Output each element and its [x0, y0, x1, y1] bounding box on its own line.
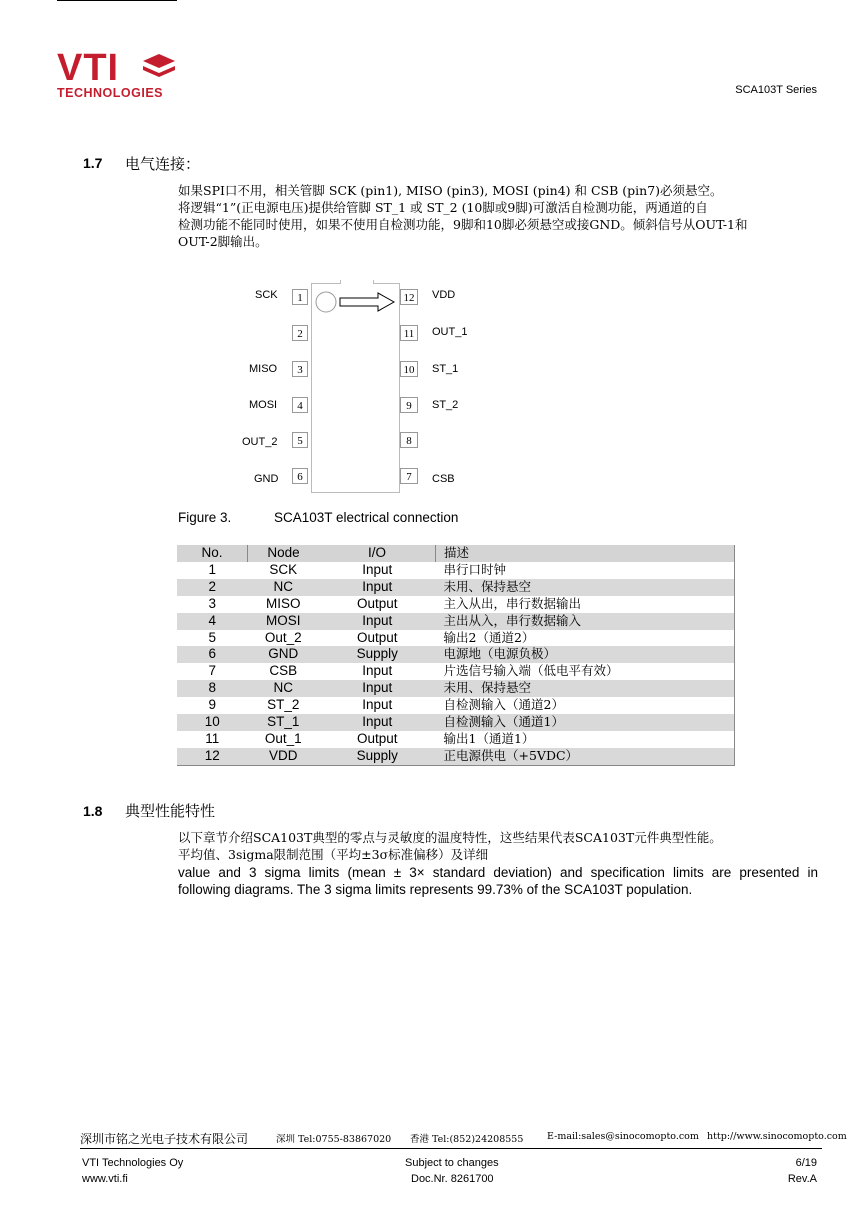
- paragraph-line: 将逻辑“1”(正电源电压)提供给管脚 ST_1 或 ST_2 (10脚或9脚)可激活自检测功能，两通道的自: [178, 200, 708, 215]
- pin-label-left: OUT_2: [242, 436, 278, 448]
- table-cell: Output: [356, 730, 398, 746]
- table-cell: Output: [356, 629, 398, 645]
- table-row: [177, 630, 734, 647]
- paragraph-line: 如果SPI口不用，相关管脚 SCK (pin1), MISO (pin3), MOSI (pin4) 和 CSB (pin7)必须悬空。: [178, 183, 723, 198]
- pin-number: 4: [292, 397, 308, 413]
- table-cell: 10: [177, 714, 248, 731]
- table-cell: VDD: [248, 748, 320, 765]
- pin-label-right: ST_2: [432, 399, 459, 411]
- footer-page-number: 6/19: [795, 1157, 817, 1169]
- table-header: 描述: [436, 545, 735, 562]
- table-cell: 5: [208, 629, 216, 645]
- table-row: [177, 680, 734, 697]
- pin-number: 11: [400, 325, 418, 341]
- table-cell: GND: [248, 646, 320, 663]
- contact-email[interactable]: E-mail:sales@sinocomopto.com: [547, 1131, 699, 1142]
- footer-company: VTI Technologies Oy: [82, 1157, 184, 1169]
- footer-website[interactable]: www.vti.fi: [82, 1173, 128, 1185]
- table-cell: 未用、保持悬空: [436, 680, 735, 697]
- pin-number: 10: [400, 361, 418, 377]
- contact-sz-tel: 深圳 Tel:0755-83867020: [276, 1134, 392, 1145]
- table-cell: SCK: [269, 561, 298, 577]
- pin-number: 5: [292, 432, 308, 448]
- table-cell: 11: [205, 730, 220, 746]
- pin-table: [177, 545, 735, 766]
- table-cell: Output: [356, 595, 398, 611]
- table-cell: 正电源供电（+5VDC）: [436, 748, 735, 765]
- orientation-arrow-icon: [314, 290, 398, 316]
- table-cell: 6: [177, 646, 248, 663]
- pin-number: 8: [400, 432, 418, 448]
- table-cell: Input: [319, 680, 436, 697]
- table-cell: 未用、保持悬空: [436, 579, 735, 596]
- table-cell: MOSI: [248, 613, 320, 630]
- table-cell: Input: [319, 579, 436, 596]
- footer-notice: Subject to changes: [405, 1157, 499, 1169]
- pin-number: 12: [400, 289, 418, 305]
- paragraph-line: 检测功能不能同时使用，如果不使用自检测功能，9脚和10脚必须悬空或接GND。倾斜信号从OUT-1和: [178, 217, 748, 232]
- vti-logo: [57, 48, 187, 104]
- section-paragraph: [178, 182, 818, 250]
- table-header: No.: [177, 545, 248, 562]
- pin-label-left: SCK: [255, 289, 278, 301]
- top-rule: [57, 0, 177, 1]
- table-cell: 片选信号输入端（低电平有效）: [443, 663, 619, 679]
- pin-label-right: OUT_1: [432, 326, 468, 338]
- footer-revision: Rev.A: [787, 1173, 817, 1185]
- pin-label-left: MOSI: [249, 399, 278, 411]
- table-cell: Input: [362, 561, 393, 577]
- section-paragraph: value and 3 sigma limits (mean ± 3× standard deviation) and specification limits are presented in: [178, 865, 818, 880]
- table-cell: CSB: [269, 663, 298, 679]
- table-cell: Out_2: [264, 629, 302, 645]
- section-paragraph: 平均值、3sigma限制范围（平均±3σ标准偏移）及详细: [178, 847, 489, 862]
- table-cell: Supply: [319, 748, 436, 765]
- pin-label-left: GND: [254, 473, 279, 485]
- section-title: 电气连接：: [125, 155, 201, 173]
- table-row: [177, 748, 734, 765]
- table-cell: 3: [208, 595, 216, 611]
- section-number: 1.8: [83, 803, 103, 819]
- table-row: [177, 697, 734, 714]
- logo-subtext: TECHNOLOGIES: [57, 86, 164, 100]
- logo-mark-icon: [141, 52, 177, 82]
- table-cell: Input: [319, 714, 436, 731]
- table-cell: 电源地（电源负极）: [436, 646, 735, 663]
- pin-number: 9: [400, 397, 418, 413]
- table-header: I/O: [319, 545, 436, 562]
- table-cell: 7: [208, 663, 216, 679]
- pin-label-right: VDD: [432, 289, 456, 301]
- table-cell: MISO: [265, 595, 301, 611]
- table-cell: Input: [362, 663, 393, 679]
- table-cell: ST_1: [248, 714, 320, 731]
- logo-text: VTI: [57, 47, 120, 89]
- contact-website[interactable]: http://www.sinocomopto.com: [707, 1131, 847, 1142]
- table-cell: 输出1（通道1）: [443, 730, 535, 746]
- table-cell: 2: [177, 579, 248, 596]
- table-row: [177, 663, 734, 680]
- table-cell: Out_1: [264, 730, 302, 746]
- paragraph-line: OUT-2脚输出。: [178, 234, 268, 249]
- table-cell: 主入从出，串行数据输出: [443, 595, 582, 611]
- table-cell: Input: [319, 613, 436, 630]
- pin-label-right: ST_1: [432, 363, 459, 375]
- table-header-row: [177, 545, 734, 562]
- table-cell: Input: [362, 697, 393, 713]
- table-row: [177, 646, 734, 663]
- table-row: [177, 731, 734, 748]
- table-row: [177, 579, 734, 596]
- pin-number: 2: [292, 325, 308, 341]
- footer-doc-number: Doc.Nr. 8261700: [411, 1173, 494, 1185]
- section-paragraph: 以下章节介绍SCA103T典型的零点与灵敏度的温度特性，这些结果代表SCA103T元件典型性能。: [178, 830, 722, 845]
- figure-label: Figure 3.: [178, 510, 232, 525]
- table-cell: Supply: [319, 646, 436, 663]
- contact-hk-tel: 香港 Tel:(852)24208555: [410, 1134, 524, 1145]
- table-header: Node: [248, 545, 320, 562]
- table-row: [177, 714, 734, 731]
- table-row: [177, 613, 734, 630]
- table-cell: 8: [177, 680, 248, 697]
- footer-rule: [80, 1148, 822, 1149]
- pin-label-left: MISO: [249, 363, 278, 375]
- table-cell: 输出2（通道2）: [443, 629, 535, 645]
- table-cell: 4: [177, 613, 248, 630]
- table-cell: NC: [248, 579, 320, 596]
- series-title: SCA103T Series: [735, 84, 817, 96]
- pin-number: 7: [400, 468, 418, 484]
- table-cell: 自检测输入（通道2）: [443, 697, 564, 713]
- section-number: 1.7: [83, 155, 103, 171]
- table-cell: NC: [248, 680, 320, 697]
- section-title: 典型性能特性: [125, 802, 216, 820]
- table-cell: ST_2: [267, 697, 300, 713]
- section-paragraph: following diagrams. The 3 sigma limits represents 99.73% of the SCA103T population.: [178, 882, 693, 897]
- table-cell: 自检测输入（通道1）: [436, 714, 735, 731]
- pin-number: 1: [292, 289, 308, 305]
- table-cell: 12: [177, 748, 248, 765]
- pin-number: 6: [292, 468, 308, 484]
- table-cell: 主出从入，串行数据输入: [436, 613, 735, 630]
- table-cell: 9: [208, 697, 216, 713]
- table-cell: 串行口时钟: [443, 561, 507, 577]
- pin-label-right: CSB: [432, 473, 455, 485]
- table-row: [177, 562, 734, 579]
- table-cell: 1: [208, 561, 216, 577]
- contact-company: 深圳市铭之光电子技术有限公司: [80, 1132, 249, 1146]
- pin-number: 3: [292, 361, 308, 377]
- chip-notch: [340, 280, 374, 284]
- table-row: [177, 596, 734, 613]
- figure-caption: SCA103T electrical connection: [274, 510, 459, 525]
